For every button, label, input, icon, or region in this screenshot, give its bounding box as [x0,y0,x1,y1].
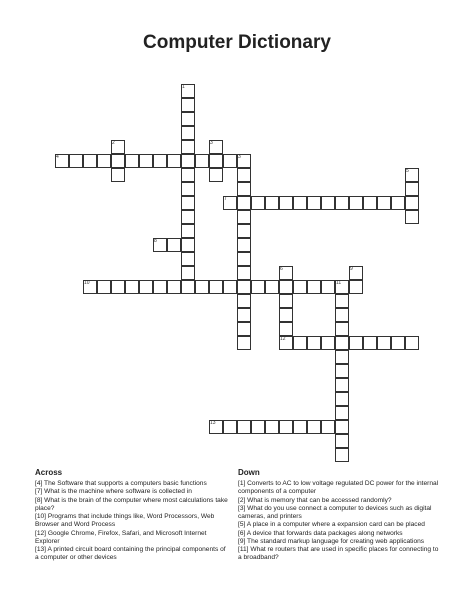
crossword-cell[interactable] [335,336,349,350]
clue-number: 7 [224,196,227,202]
crossword-cell[interactable] [181,154,195,168]
crossword-cell[interactable] [391,196,405,210]
crossword-cell[interactable] [97,280,111,294]
crossword-cell[interactable] [69,154,83,168]
crossword-cell[interactable] [237,322,251,336]
clue-number: 8 [154,238,157,244]
down-clue: [3] What do you use connect a computer to devices such as digital cameras, and printers [238,504,432,520]
crossword-cell[interactable] [321,196,335,210]
crossword-cell[interactable] [377,196,391,210]
across-clues [35,468,231,563]
crossword-cell[interactable] [195,154,209,168]
crossword-cell[interactable] [237,336,251,350]
crossword-cell[interactable] [405,182,419,196]
crossword-cell[interactable] [181,112,195,126]
crossword-cell[interactable] [265,420,279,434]
crossword-cell[interactable] [363,336,377,350]
crossword-cell[interactable] [237,210,251,224]
across-clue: [4] The Software that supports a computers basic functions [35,480,207,487]
crossword-cell[interactable] [111,154,125,168]
crossword-cell[interactable] [125,280,139,294]
crossword-cell[interactable] [307,336,321,350]
crossword-cell[interactable] [223,280,237,294]
crossword-cell[interactable] [223,154,237,168]
crossword-cell[interactable] [335,420,349,434]
crossword-cell[interactable] [209,280,223,294]
clue-number: 11 [336,280,342,286]
crossword-cell[interactable] [97,154,111,168]
crossword-cell[interactable] [335,392,349,406]
crossword-cell[interactable] [279,322,293,336]
crossword-cell[interactable] [335,406,349,420]
crossword-cell[interactable] [111,280,125,294]
crossword-cell[interactable] [237,168,251,182]
crossword-cell[interactable] [335,322,349,336]
crossword-cell[interactable] [293,420,307,434]
clue-number: 3 [210,140,213,146]
clue-number: 3 [238,154,241,160]
down-clue: [5] A place in a computer where a expansion card can be placed [238,521,425,529]
down-clue: [1] Converts to AC to low voltage regulated DC power for the internal components of a computer [238,480,439,496]
crossword-cell[interactable] [139,280,153,294]
down-heading: Down [238,468,260,477]
crossword-cell[interactable] [223,420,237,434]
crossword-cell[interactable] [237,420,251,434]
crossword-cell[interactable] [181,182,195,196]
across-clue: [8] What is the brain of the computer where most calculations take place? [35,496,228,512]
across-heading: Across [35,468,63,477]
crossword-cell[interactable] [181,238,195,252]
crossword-cell[interactable] [293,280,307,294]
crossword-cell[interactable] [321,280,335,294]
down-clue: [2] What is memory that can be accessed randomly? [238,496,392,504]
crossword-cell[interactable] [111,168,125,182]
crossword-cell[interactable] [307,420,321,434]
crossword-cell[interactable] [181,140,195,154]
crossword-cell[interactable] [167,238,181,252]
crossword-cell[interactable] [237,182,251,196]
crossword-cell[interactable] [237,308,251,322]
crossword-cell[interactable] [349,336,363,350]
crossword-cell[interactable] [405,196,419,210]
crossword-cell[interactable] [335,294,349,308]
crossword-cell[interactable] [349,196,363,210]
crossword-cell[interactable] [321,336,335,350]
crossword-cell[interactable] [181,126,195,140]
crossword-cell[interactable] [279,280,293,294]
across-clue: [10] Programs that include things like, Word Processors, Web Browser and Word Process [35,513,215,529]
crossword-cell[interactable] [335,378,349,392]
puzzle-title: Computer Dictionary [143,32,331,53]
crossword-cell[interactable] [237,266,251,280]
crossword-cell[interactable] [321,420,335,434]
crossword-cell[interactable] [139,154,153,168]
crossword-cell[interactable] [181,266,195,280]
clue-number: 2 [112,140,115,146]
crossword-cell[interactable] [293,336,307,350]
crossword-cell[interactable] [391,336,405,350]
crossword-cell[interactable] [237,196,251,210]
clue-number: 13 [210,420,216,426]
crossword-cell[interactable] [279,294,293,308]
crossword-cell[interactable] [349,280,363,294]
crossword-cell[interactable] [237,252,251,266]
clue-number: 6 [280,266,283,272]
crossword-cell[interactable] [153,280,167,294]
crossword-cell[interactable] [279,196,293,210]
crossword-cell[interactable] [335,308,349,322]
crossword-cell[interactable] [167,154,181,168]
down-clue: [11] What re routers that are used in specific places for connecting to a broadband? [238,546,439,562]
crossword-cell[interactable] [251,420,265,434]
crossword-cell[interactable] [251,196,265,210]
crossword-cell[interactable] [335,448,349,462]
crossword-cell[interactable] [293,196,307,210]
across-clue: [7] What is the machine where software is collected in [35,488,192,496]
crossword-cell[interactable] [377,336,391,350]
crossword-cell[interactable] [237,224,251,238]
crossword-cell[interactable] [335,364,349,378]
crossword-cell[interactable] [167,280,181,294]
across-clue: [12] Google Chrome, Firefox, Safari, and Microsoft Internet Explorer [35,529,207,545]
down-clues [238,468,440,563]
clue-number: 10 [84,280,90,286]
crossword-cell[interactable] [251,280,265,294]
crossword-cell[interactable] [265,196,279,210]
crossword-cell[interactable] [181,252,195,266]
crossword-cell[interactable] [181,98,195,112]
down-clue: [9] The standard markup language for creating web applications [238,537,425,545]
clue-number: 5 [406,168,409,174]
crossword-cell[interactable] [363,196,377,210]
crossword-cell[interactable] [237,238,251,252]
crossword-cell[interactable] [181,280,195,294]
crossword-cell[interactable] [307,196,321,210]
clue-number: 1 [182,84,185,90]
crossword-cell[interactable] [181,210,195,224]
crossword-cell[interactable] [125,154,139,168]
down-clue: [6] A device that forwards data packages along networks [238,529,403,537]
crossword-cell[interactable] [405,336,419,350]
crossword-cell[interactable] [335,350,349,364]
across-clue: [13] A printed circuit board containing the principal components of a computer or other devices [35,546,226,562]
crossword-cell[interactable] [181,168,195,182]
crossword-cell[interactable] [83,154,97,168]
crossword-cell[interactable] [209,168,223,182]
crossword-cell[interactable] [195,280,209,294]
crossword-cell[interactable] [237,280,251,294]
crossword-cell[interactable] [405,210,419,224]
clue-number: 12 [280,336,286,342]
crossword-cell[interactable] [279,308,293,322]
crossword-cell[interactable] [153,154,167,168]
crossword-cell[interactable] [307,280,321,294]
crossword-cell[interactable] [335,196,349,210]
crossword-cell[interactable] [237,294,251,308]
clue-number: 9 [350,266,353,272]
crossword-cell[interactable] [181,196,195,210]
clue-number: 4 [56,154,59,160]
crossword-cell[interactable] [335,434,349,448]
crossword-cell[interactable] [181,224,195,238]
crossword-cell[interactable] [209,154,223,168]
crossword-cell[interactable] [265,280,279,294]
crossword-cell[interactable] [279,420,293,434]
